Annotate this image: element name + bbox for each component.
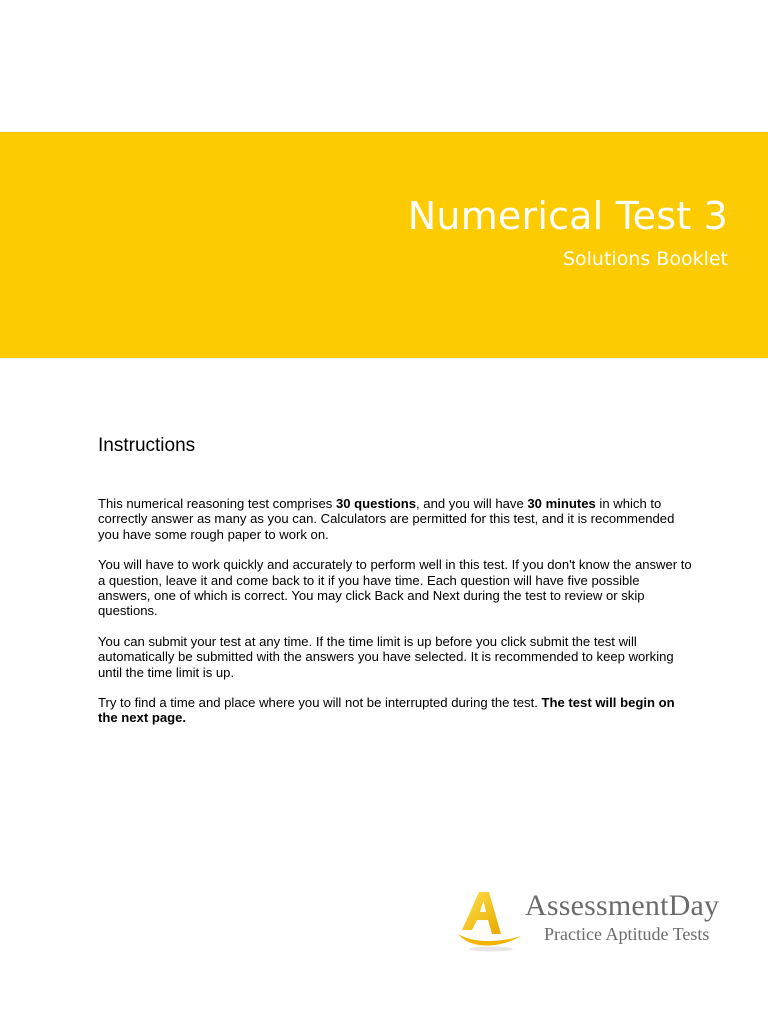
logo-brand-text: AssessmentDay — [525, 889, 720, 922]
p1-text-d: in which to correctly answer as many as you can. Calculators are permitted for this test, and it is recommended you have some rough paper to work on. — [98, 496, 675, 542]
document-title: Numerical Test 3 — [407, 194, 728, 238]
question-count: 30 questions — [335, 496, 417, 511]
title-banner — [0, 132, 768, 358]
instructions-body — [98, 496, 694, 741]
time-limit: 30 minutes — [527, 496, 596, 511]
p4-text-a: Try to find a time and place where you will not be interrupted during the test. — [98, 695, 542, 711]
instructions-paragraph-3: You can submit your test at any time. If the time limit is up before you click submit the test will automatically be submitted with the answers you have selected. It is recommended to keep working until the time limit is up. — [98, 633, 674, 680]
assessmentday-logo-icon — [455, 888, 525, 954]
begin-notice: The test will begin on the next page. — [98, 695, 675, 726]
instructions-paragraph-4 — [98, 695, 694, 726]
p1-text-c: , and you will have — [416, 496, 528, 511]
instructions-heading: Instructions — [98, 435, 196, 456]
logo-tagline-text: Practice Aptitude Tests — [544, 924, 710, 944]
instructions-paragraph-1 — [98, 496, 694, 542]
assessmentday-logo — [455, 888, 740, 958]
document-subtitle: Solutions Booklet — [562, 248, 728, 270]
instructions-paragraph-2: You will have to work quickly and accurately to perform well in this test. If you don't know the answer to a question, leave it and come back to it if you have time. Each question will have five possible answers, one of which is correct. You may click Back and Next during the test to review or skip questions. — [98, 557, 692, 619]
p1-text-a: This numerical reasoning test comprises — [98, 496, 336, 511]
